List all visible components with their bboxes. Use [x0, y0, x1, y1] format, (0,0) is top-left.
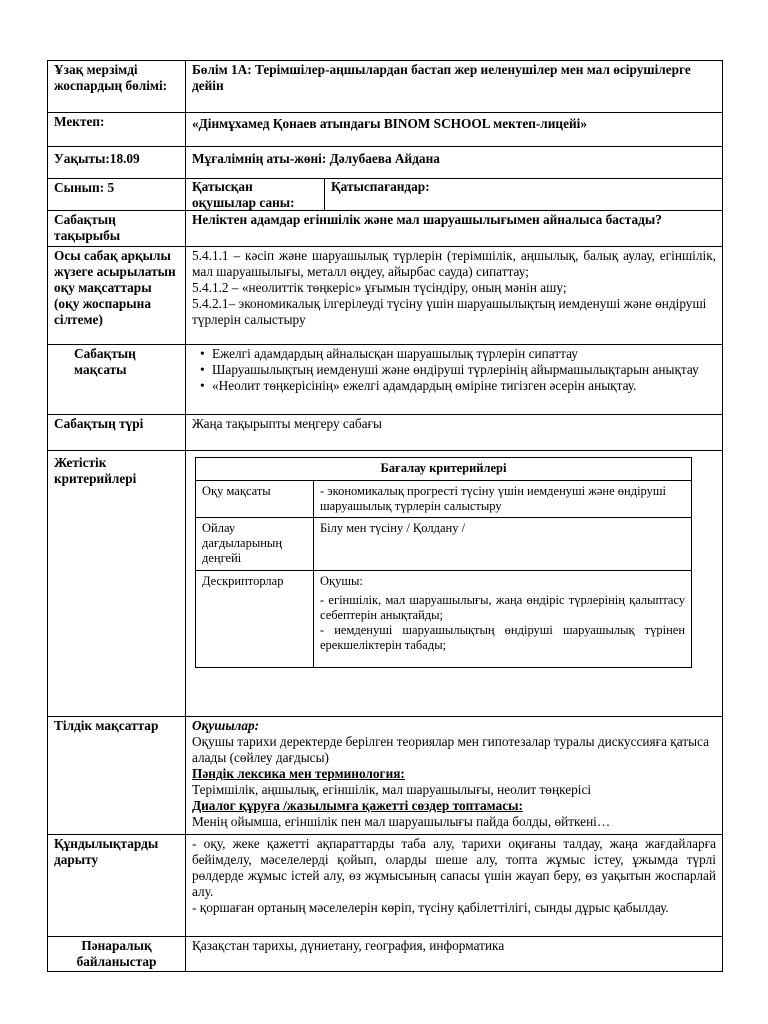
row-success-criteria: [48, 451, 723, 717]
descriptor-intro: Оқушы:: [320, 574, 363, 588]
topic-label: Сабақтың тақырыбы: [48, 211, 186, 247]
goal-item: • «Неолит төңкерісінің» ежелгі адамдардың өміріне тигізген әсерін анықтау.: [198, 378, 716, 394]
school-value: «Дінмұхамед Қонаев атындағы BINOM SCHOOL мектеп-лицейі»: [186, 113, 723, 147]
objectives-value: [186, 247, 723, 345]
lesson-plan: [47, 60, 722, 972]
row-objectives: [48, 247, 723, 345]
row-goals: [48, 345, 723, 415]
school-label: [48, 113, 186, 147]
vocab-text: Терімшілік, аңшылық, егіншілік, мал шаруашылығы, неолит төңкерісі: [192, 782, 592, 797]
row-cross-curricular: [48, 937, 723, 972]
objective-item: 5.4.1.1 – кәсіп және шаруашылық түрлерін (терімшілік, аңшылық, балық аулау, егіншілік, мал шаруашылығы, металл өңдеу, айырбас сауда) сипаттау;: [192, 248, 716, 279]
goals-list: [198, 346, 716, 394]
phrases-heading: Диалог құруға /жазылымға қажетті сөздер топтамасы:: [192, 798, 523, 813]
objectives-label: Осы сабақ арқылы жүзеге асырылатын оқу мақсаттары (оқу жоспарына сілтеме): [48, 247, 186, 345]
thinking-level-label: Ойлау дағдыларының деңгейі: [196, 518, 314, 571]
date-label: Уақыты:18.09: [48, 147, 186, 179]
descriptor-item: - егіншілік, мал шаруашылығы, жаңа өндіріс түрлерінің қалыптасу себептерін анықтайды;: [320, 593, 686, 622]
row-topic: [48, 211, 723, 247]
values-item: - қоршаған ортаның мәселелерін көріп, түсіну қабілеттілігі, сынды дұрыс қабылдау.: [192, 900, 669, 915]
students-heading: Оқушылар:: [192, 718, 260, 733]
success-label: Жетістік критерийлері: [48, 451, 186, 717]
grade-label: Сынып: 5: [48, 179, 186, 211]
vocab-heading: Пәндік лексика мен терминология:: [192, 766, 405, 781]
row-date: [48, 147, 723, 179]
row-lesson-type: [48, 415, 723, 451]
goals-label: Сабақтың мақсаты: [48, 345, 186, 415]
goals-value: [186, 345, 723, 415]
goal-value: - экономикалық прогресті түсіну үшін иемденуші және өндіруші шаруашылық түрлерін салыстыру: [314, 481, 692, 518]
teacher-name: Мұғалімнің аты-жөні: Дәлубаева Айдана: [186, 147, 723, 179]
descriptor-item: - иемденуші шаруашылықтың өндіруші шаруашылық түрінен ерекшеліктерін табады;: [320, 623, 686, 652]
cross-value: Қазақстан тарихы, дүниетану, география, информатика: [186, 937, 723, 972]
goal-item: • Шаруашылықтың иемденуші және өндіруші түрлерінің айырмашылықтарын анықтау: [198, 362, 716, 378]
success-value: [186, 451, 723, 717]
values-value: [186, 835, 723, 937]
language-value: [186, 717, 723, 835]
row-school: [48, 113, 723, 147]
row-unit: [48, 61, 723, 113]
goal-label: Оқу мақсаты: [196, 481, 314, 518]
objective-item: 5.4.2.1– экономикалық ілгерілеуді түсіну үшін шаруашылықтың иемденуші және өндіруші түрлерін салыстыру: [192, 296, 707, 327]
row-values: [48, 835, 723, 937]
cross-label: Пәнаралық байланыстар: [48, 937, 186, 972]
unit-label: Ұзақ мерзімді жоспардың бөлімі:: [48, 61, 186, 113]
absent-label: Қатыспағандар:: [331, 179, 430, 194]
values-label-text: Құндылықтарды дарыту: [54, 836, 159, 867]
values-label: [48, 835, 186, 937]
assessment-criteria-table: [195, 457, 692, 668]
descriptors-value: [314, 571, 692, 668]
students-text: Оқушы тарихи деректерде берілген теориялар мен гипотезалар туралы дискуссияға қатыса алады (сөйлеу дағдысы): [192, 734, 710, 765]
values-item: - оқу, жеке қажетті ақпараттарды таба алу, тарихи оқиғаны талдау, жаңа жағдайларға бейімделу, мәселелерді қойып, оларды шеше алу, топта жұмыс істеу, ұжымда түрлі рөлдерде жұмыс істей алу, өз жұмысының сапасы үшін жауап беру, өз уақытын жоспарлай алу.: [192, 836, 716, 899]
attendance-cell: [186, 179, 723, 211]
phrases-text: Менің ойымша, егіншілік пен мал шаруашылығы пайда болды, өйткені…: [192, 814, 611, 829]
row-language: [48, 717, 723, 835]
lesson-type-label: Сабақтың түрі: [48, 415, 186, 451]
unit-value: Бөлім 1А: Терімшілер-аңшылардан бастап жер иеленушілер мен мал өсірушілерге дейін: [186, 61, 723, 113]
goal-item: • Ежелгі адамдардың айналысқан шаруашылық түрлерін сипаттау: [198, 346, 716, 362]
topic-value: Неліктен адамдар егіншілік және мал шаруашылығымен айналыса бастады?: [186, 211, 723, 247]
criteria-title: Бағалау критерийлері: [196, 458, 692, 481]
objective-item: 5.4.1.2 – «неолиттік төңкеріс» ұғымын түсіндіру, оның мәнін ашу;: [192, 280, 567, 295]
present-count-label: Қатысқан оқушылар саны:: [192, 179, 325, 210]
lesson-type-value: Жаңа тақырыпты меңгеру сабағы: [186, 415, 723, 451]
language-label: Тілдік мақсаттар: [48, 717, 186, 835]
descriptors-label: Дескрипторлар: [196, 571, 314, 668]
thinking-level-value: Білу мен түсіну / Қолдану /: [314, 518, 692, 571]
lesson-plan-table: [47, 60, 723, 972]
school-label-text: Мектеп:: [54, 114, 105, 129]
row-grade: [48, 179, 723, 211]
